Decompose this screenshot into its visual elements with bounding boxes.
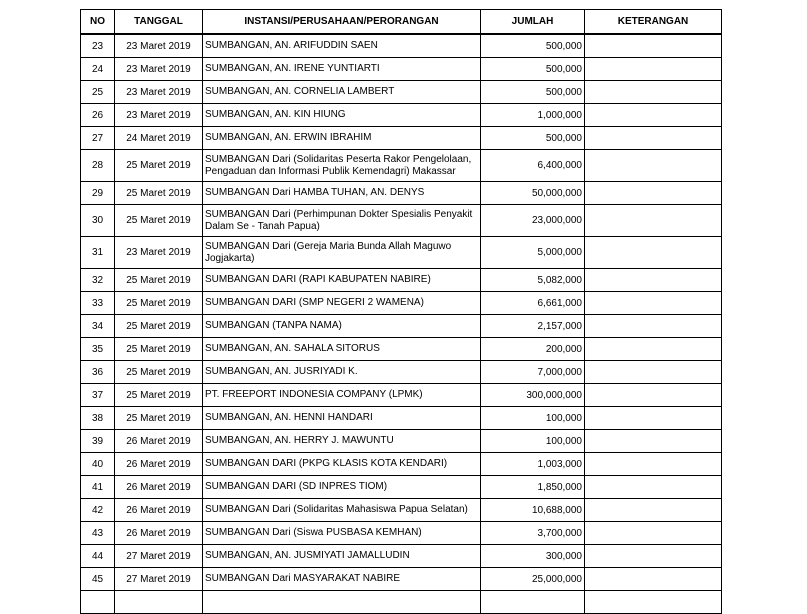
row-amount: 23,000,000 [481, 205, 585, 237]
table-row [81, 81, 722, 104]
row-amount: 500,000 [481, 34, 585, 58]
row-number: 37 [81, 384, 115, 407]
row-date: 25 Maret 2019 [115, 150, 203, 182]
row-amount: 300,000 [481, 545, 585, 568]
row-date: 26 Maret 2019 [115, 499, 203, 522]
row-name: SUMBANGAN Dari (Perhimpunan Dokter Spesialis Penyakit Dalam Se - Tanah Papua) [203, 205, 481, 237]
row-name: SUMBANGAN DARI (PKPG KLASIS KOTA KENDARI) [203, 453, 481, 476]
row-note [585, 568, 722, 591]
header-note: KETERANGAN [585, 10, 722, 35]
row-number: 24 [81, 58, 115, 81]
row-date: 27 Maret 2019 [115, 545, 203, 568]
table-row [81, 315, 722, 338]
row-name: SUMBANGAN DARI (SMP NEGERI 2 WAMENA) [203, 292, 481, 315]
table-row [81, 407, 722, 430]
header-name: INSTANSI/PERUSAHAAN/PERORANGAN [203, 10, 481, 35]
row-name [203, 591, 481, 614]
row-date: 25 Maret 2019 [115, 384, 203, 407]
row-note [585, 338, 722, 361]
table-row [81, 182, 722, 205]
row-date: 26 Maret 2019 [115, 476, 203, 499]
row-name: SUMBANGAN DARI (SD INPRES TIOM) [203, 476, 481, 499]
row-note [585, 34, 722, 58]
row-name: SUMBANGAN, AN. JUSMIYATI JAMALLUDIN [203, 545, 481, 568]
table-row [81, 104, 722, 127]
row-date: 25 Maret 2019 [115, 315, 203, 338]
row-amount: 1,000,000 [481, 104, 585, 127]
row-note [585, 499, 722, 522]
row-name: SUMBANGAN, AN. IRENE YUNTIARTI [203, 58, 481, 81]
row-name: SUMBANGAN Dari (Gereja Maria Bunda Allah Maguwo Jogjakarta) [203, 237, 481, 269]
row-amount: 2,157,000 [481, 315, 585, 338]
row-note [585, 205, 722, 237]
row-date: 25 Maret 2019 [115, 182, 203, 205]
table-row [81, 269, 722, 292]
row-name: SUMBANGAN Dari MASYARAKAT NABIRE [203, 568, 481, 591]
table-row [81, 430, 722, 453]
row-date: 26 Maret 2019 [115, 522, 203, 545]
row-amount: 25,000,000 [481, 568, 585, 591]
row-number: 29 [81, 182, 115, 205]
row-name: SUMBANGAN, AN. CORNELIA LAMBERT [203, 81, 481, 104]
row-number: 42 [81, 499, 115, 522]
row-number: 32 [81, 269, 115, 292]
row-number: 23 [81, 34, 115, 58]
row-note [585, 453, 722, 476]
row-amount: 500,000 [481, 127, 585, 150]
row-amount: 6,661,000 [481, 292, 585, 315]
row-name: SUMBANGAN, AN. HERRY J. MAWUNTU [203, 430, 481, 453]
row-name: SUMBANGAN, AN. ERWIN IBRAHIM [203, 127, 481, 150]
row-note [585, 104, 722, 127]
table-row [81, 453, 722, 476]
row-number: 35 [81, 338, 115, 361]
row-note [585, 315, 722, 338]
row-note [585, 182, 722, 205]
table-row [81, 237, 722, 269]
header-no: NO [81, 10, 115, 35]
row-name: PT. FREEPORT INDONESIA COMPANY (LPMK) [203, 384, 481, 407]
table-row [81, 127, 722, 150]
row-amount: 5,082,000 [481, 269, 585, 292]
row-number: 36 [81, 361, 115, 384]
row-number: 45 [81, 568, 115, 591]
row-date: 27 Maret 2019 [115, 568, 203, 591]
row-number: 34 [81, 315, 115, 338]
row-number: 41 [81, 476, 115, 499]
row-date: 25 Maret 2019 [115, 205, 203, 237]
row-note [585, 127, 722, 150]
row-date: 23 Maret 2019 [115, 58, 203, 81]
row-number: 38 [81, 407, 115, 430]
row-name: SUMBANGAN, AN. ARIFUDDIN SAEN [203, 34, 481, 58]
row-note [585, 150, 722, 182]
row-amount: 1,850,000 [481, 476, 585, 499]
table-row [81, 568, 722, 591]
row-note [585, 407, 722, 430]
row-note [585, 58, 722, 81]
header-amount: JUMLAH [481, 10, 585, 35]
row-date [115, 591, 203, 614]
row-date: 23 Maret 2019 [115, 237, 203, 269]
table-row [81, 361, 722, 384]
row-date: 25 Maret 2019 [115, 407, 203, 430]
row-note [585, 81, 722, 104]
row-amount: 300,000,000 [481, 384, 585, 407]
row-date: 25 Maret 2019 [115, 361, 203, 384]
row-amount: 200,000 [481, 338, 585, 361]
row-number: 40 [81, 453, 115, 476]
row-amount: 3,700,000 [481, 522, 585, 545]
table-row [81, 522, 722, 545]
row-name: SUMBANGAN DARI (RAPI KABUPATEN NABIRE) [203, 269, 481, 292]
header-date: TANGGAL [115, 10, 203, 35]
table-header-row [81, 10, 722, 35]
row-date: 25 Maret 2019 [115, 269, 203, 292]
row-number: 43 [81, 522, 115, 545]
row-amount: 50,000,000 [481, 182, 585, 205]
row-name: SUMBANGAN Dari (Solidaritas Peserta Rakor Pengelolaan, Pengaduan dan Informasi Publik Kemendagri) Makassar [203, 150, 481, 182]
row-name: SUMBANGAN, AN. KIN HIUNG [203, 104, 481, 127]
row-amount: 6,400,000 [481, 150, 585, 182]
row-number: 26 [81, 104, 115, 127]
row-name: SUMBANGAN (TANPA NAMA) [203, 315, 481, 338]
row-date: 26 Maret 2019 [115, 430, 203, 453]
table-row [81, 150, 722, 182]
row-name: SUMBANGAN Dari (Siswa PUSBASA KEMHAN) [203, 522, 481, 545]
row-number: 31 [81, 237, 115, 269]
row-date: 25 Maret 2019 [115, 292, 203, 315]
row-amount: 10,688,000 [481, 499, 585, 522]
row-note [585, 591, 722, 614]
table-row [81, 58, 722, 81]
row-number: 44 [81, 545, 115, 568]
row-date: 23 Maret 2019 [115, 104, 203, 127]
row-note [585, 476, 722, 499]
row-number: 27 [81, 127, 115, 150]
row-date: 26 Maret 2019 [115, 453, 203, 476]
row-number: 30 [81, 205, 115, 237]
table-body [81, 34, 722, 614]
row-amount: 1,003,000 [481, 453, 585, 476]
table-row [81, 384, 722, 407]
table-row [81, 205, 722, 237]
row-number: 28 [81, 150, 115, 182]
table-row [81, 476, 722, 499]
row-name: SUMBANGAN Dari (Solidaritas Mahasiswa Papua Selatan) [203, 499, 481, 522]
row-amount: 7,000,000 [481, 361, 585, 384]
row-amount: 500,000 [481, 58, 585, 81]
table-row [81, 545, 722, 568]
row-amount: 5,000,000 [481, 237, 585, 269]
row-note [585, 545, 722, 568]
row-number: 25 [81, 81, 115, 104]
row-note [585, 237, 722, 269]
table-row [81, 338, 722, 361]
row-date: 23 Maret 2019 [115, 34, 203, 58]
row-amount: 100,000 [481, 430, 585, 453]
table-row [81, 591, 722, 614]
row-number [81, 591, 115, 614]
row-note [585, 292, 722, 315]
row-amount [481, 591, 585, 614]
table-row [81, 34, 722, 58]
table-row [81, 499, 722, 522]
row-date: 25 Maret 2019 [115, 338, 203, 361]
row-amount: 500,000 [481, 81, 585, 104]
row-number: 33 [81, 292, 115, 315]
row-name: SUMBANGAN Dari HAMBA TUHAN, AN. DENYS [203, 182, 481, 205]
row-note [585, 384, 722, 407]
row-name: SUMBANGAN, AN. JUSRIYADI K. [203, 361, 481, 384]
row-note [585, 522, 722, 545]
row-number: 39 [81, 430, 115, 453]
table-row [81, 292, 722, 315]
donation-table [80, 9, 722, 614]
row-date: 24 Maret 2019 [115, 127, 203, 150]
row-name: SUMBANGAN, AN. HENNI HANDARI [203, 407, 481, 430]
row-amount: 100,000 [481, 407, 585, 430]
row-note [585, 430, 722, 453]
row-note [585, 269, 722, 292]
row-date: 23 Maret 2019 [115, 81, 203, 104]
row-note [585, 361, 722, 384]
row-name: SUMBANGAN, AN. SAHALA SITORUS [203, 338, 481, 361]
